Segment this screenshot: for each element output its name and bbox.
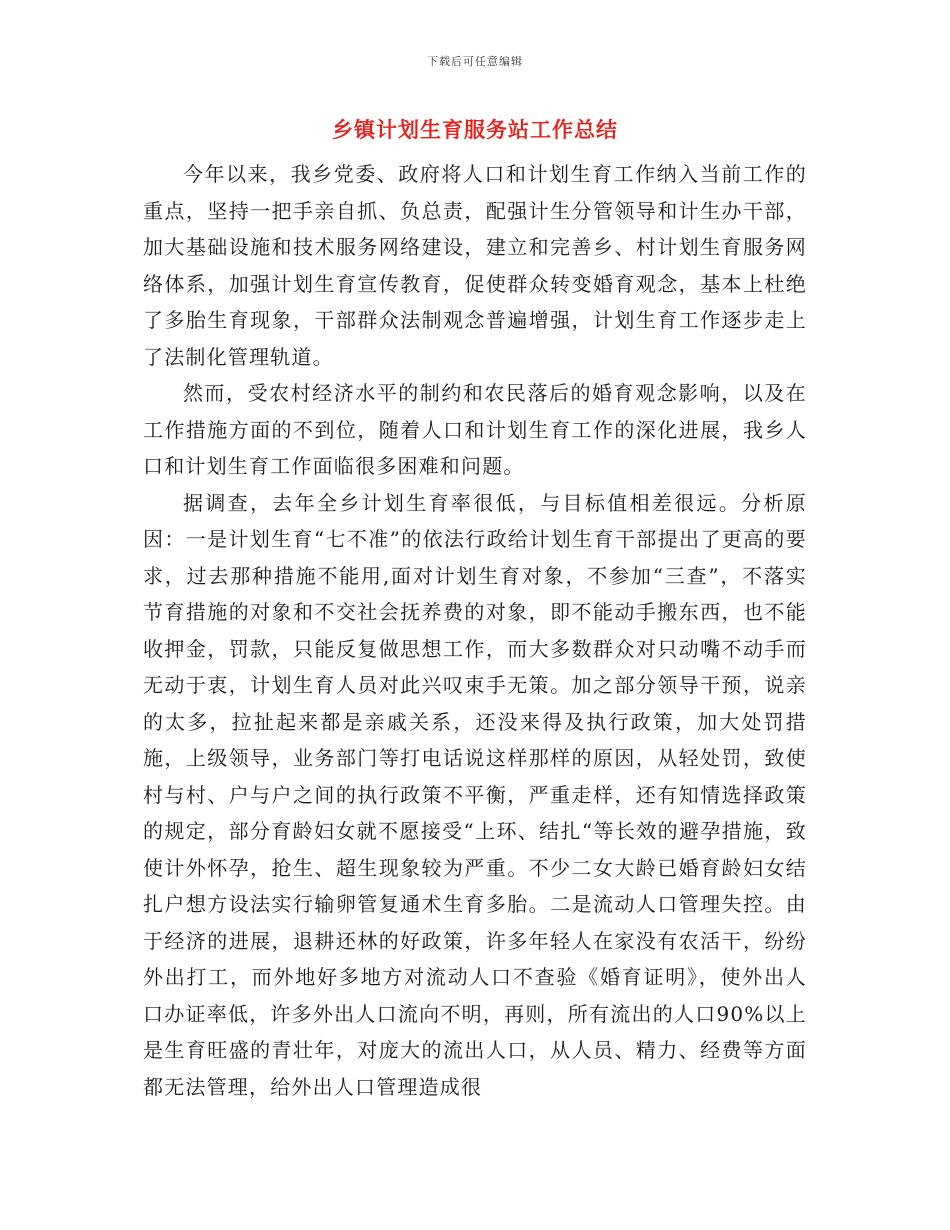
paragraph-2: 然而，受农村经济水平的制约和农民落后的婚育观念影响，以及在工作措施方面的不到位，随着人口和计划生育工作的深化进展，我乡人口和计划生育工作面临很多困难和问题。 [143, 381, 807, 478]
header-note: 下载后可任意编辑 [427, 55, 523, 68]
paragraph-1: 今年以来，我乡党委、政府将人口和计划生育工作纳入当前工作的重点，坚持一把手亲自抓、负总责，配强计生分管领导和计生办干部，加大基础设施和技术服务网络建设，建立和完善乡、村计划生育服务网络体系，加强计划生育宣传教育，促使群众转变婚育观念，基本上杜绝了多胎生育现象，干部群众法制观念普遍增强，计划生育工作逐步走上了法制化管理轨道。 [143, 162, 807, 369]
document-title: 乡镇计划生育服务站工作总结 [332, 117, 618, 142]
document-body [143, 156, 807, 1105]
paragraph-3: 据调查，去年全乡计划生育率很低，与目标值相差很远。分析原因：一是计划生育“七不准”的依法行政给计划生育干部提出了更高的要求，过去那种措施不能用,面对计划生育对象，不参加“三查”，不落实节育措施的对象和不交社会抚养费的对象，即不能动手搬东西，也不能收押金，罚款，只能反复做思想工作，而大多数群众对只动嘴不动手而无动于衷，计划生育人员对此兴叹束手无策。加之部分领导干预，说亲的太多，拉扯起来都是亲戚关系，还没来得及执行政策，加大处罚措施，上级领导，业务部门等打电话说这样那样的原因，从轻处罚，致使村与村、户与户之间的执行政策不平衡，严重走样，还有知情选择政策的规定，部分育龄妇女就不愿接受“上环、结扎“等长效的避孕措施，致使计外怀孕，抢生、超生现象较为严重。不少二女大龄已婚育龄妇女结扎户想方设法实行输卵管复通术生育多胎。二是流动人口管理失控。由于经济的进展，退耕还林的好政策，许多年轻人在家没有农活干，纷纷外出打工，而外地好多地方对流动人口不查验《婚育证明》，使外出人口办证率低，许多外出人口流向不明，再则，所有流出的人口90%以上是生育旺盛的青壮年，对庞大的流出人口，从人员、精力、经费等方面都无法管理，给外出人口管理造成很 [143, 490, 807, 1099]
